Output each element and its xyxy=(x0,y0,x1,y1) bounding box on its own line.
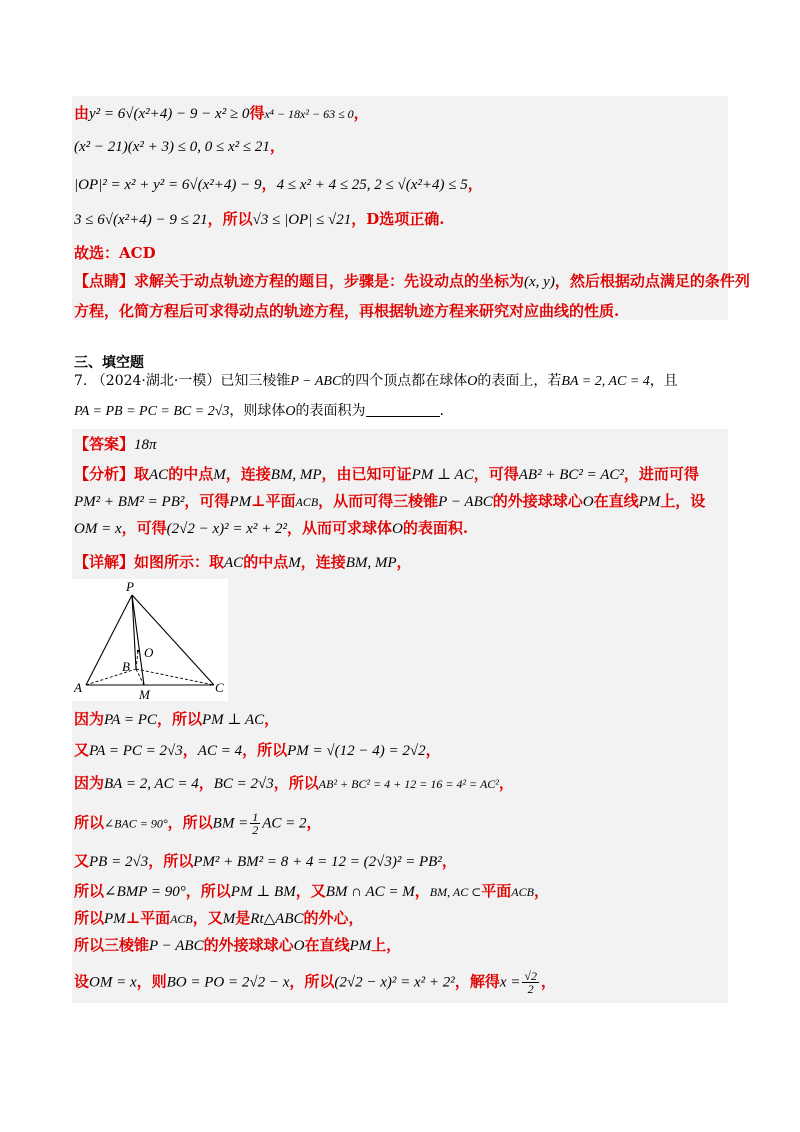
label-M: M xyxy=(139,687,150,701)
tip-line-2: 方程，化简方程后可求得动点的轨迹方程，再根据轨迹方程来研究对应曲线的性质. xyxy=(74,302,620,320)
step-line-4: 所以∠BAC = 90°，所以BM = $\frac{1}{2}$ AC = 2， xyxy=(74,810,322,837)
analysis-line-1: 【分析】取AC的中点M，连接BM, MP，由已知可证PM ⊥ AC，可得AB² + BC² = AC²，进而可得 xyxy=(74,465,699,483)
detail-line-1: 【详解】如图所示：取AC的中点M，连接BM, MP， xyxy=(74,553,412,571)
label-A: A xyxy=(74,680,82,695)
answer-value: 18π xyxy=(134,437,157,453)
step-line-1: 因为PA = PC，所以PM ⊥ AC， xyxy=(74,710,280,728)
step-line-6: 所以∠BMP = 90°，所以PM ⊥ BM，又BM ∩ AC = M，BM, AC ⊂平面ACB， xyxy=(74,882,549,900)
step-line-5: 又PB = 2√3，所以PM² + BM² = 8 + 4 = 12 = (2√3)² = PB²， xyxy=(74,852,457,870)
solution-line-5: 故选：ACD xyxy=(74,244,156,262)
segment-PM xyxy=(132,595,144,685)
edge-PC xyxy=(132,595,214,685)
solution-line-2: (x² − 21)(x² + 3) ≤ 0, 0 ≤ x² ≤ 21， xyxy=(74,137,285,155)
label-B: B xyxy=(122,659,130,674)
answer-blank xyxy=(366,402,440,417)
label-O: O xyxy=(144,645,154,660)
analysis-line-3: OM = x，可得(2√2 − x)² = x² + 2²，从而可求球体O的表面积. xyxy=(74,519,469,537)
label-P: P xyxy=(126,579,134,594)
pyramid-figure xyxy=(72,579,228,701)
solution-line-3: |OP|² = x² + y² = 6√(x²+4) − 9，4 ≤ x² + 4 ≤ 25, 2 ≤ √(x²+4) ≤ 5， xyxy=(74,175,483,193)
answer-line: 【答案】18π xyxy=(74,435,157,453)
solution-line-1: 由y² = 6√(x²+4) − 9 − x² ≥ 0得x⁴ − 18x² − 63 ≤ 0， xyxy=(74,104,369,122)
step-line-9: 设OM = x，则BO = PO = 2√2 − x，所以(2√2 − x)² = x² + 2²，解得x = $\frac{√2}{2}$ ， xyxy=(74,969,556,996)
question-line-1: 7. （2024·湖北·一模）已知三棱锥P − ABC的四个顶点都在球体O的表面上，若BA = 2, AC = 4，且 xyxy=(74,373,678,389)
step-line-7: 所以PM⊥平面ACB，又M是Rt△ABC的外心， xyxy=(74,909,364,927)
fraction-one-half: $\frac{1}{2}$ xyxy=(252,810,259,837)
step-line-3: 因为BA = 2, AC = 4，BC = 2√3，所以AB² + BC² = 4 + 12 = 16 = 4² = AC²， xyxy=(74,774,514,792)
analysis-line-2: PM² + BM² = PB²，可得PM⊥平面ACB，从而可得三棱锥P − ABC的外接球球心O在直线PM上，设 xyxy=(74,492,706,510)
tip-line-1: 【点睛】求解关于动点轨迹方程的题目，步骤是：先设动点的坐标为(x, y)，然后根据动点满足的条件列 xyxy=(74,272,750,290)
question-line-2: PA = PB = PC = BC = 2√3，则球体O的表面积为 . xyxy=(74,403,444,419)
step-line-2: 又PA = PC = 2√3，AC = 4，所以PM = √(12 − 4) = 2√2， xyxy=(74,741,441,759)
center-point-O xyxy=(137,650,139,652)
segment-BO xyxy=(136,651,138,669)
section-title: 三、填空题 xyxy=(74,355,144,371)
fraction-root2-over-2: $\frac{√2}{2}$ xyxy=(524,969,537,996)
label-C: C xyxy=(215,680,224,695)
step-line-8: 所以三棱锥P − ABC的外接球球心O在直线PM上， xyxy=(74,936,402,954)
solution-line-4: 3 ≤ 6√(x²+4) − 9 ≤ 21，所以√3 ≤ |OP| ≤ √21，D选项正确. xyxy=(74,210,445,228)
